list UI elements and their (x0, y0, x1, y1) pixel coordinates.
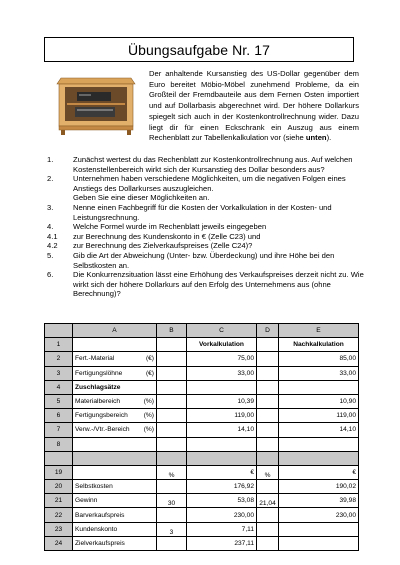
column-header: A (73, 324, 157, 338)
cell-e (279, 380, 359, 394)
cell-a-unit: (%) (143, 398, 154, 406)
cell-d (257, 536, 279, 550)
table-row (45, 352, 359, 366)
gap-cell (257, 451, 279, 465)
cell-c (187, 380, 257, 394)
column-header-row (45, 324, 359, 338)
gap-cell (73, 451, 157, 465)
cell-d (257, 394, 279, 408)
task-text: Unternehmen haben verschiedene Möglichkeiten, um die negativen Folgen eines Anstiegs des Dollarkurses auszugleichen. (73, 174, 346, 193)
gap-cell (45, 451, 73, 465)
cell-b (157, 522, 187, 536)
cell-e: 33,00 (279, 366, 359, 380)
cell-e: Nachkalkulation (279, 338, 359, 352)
cell-b (157, 437, 187, 451)
cell-e: 190,02 (279, 480, 359, 494)
task-number: 4.1 (47, 231, 58, 241)
cell-c: € (187, 465, 257, 479)
table-row (45, 465, 359, 479)
cell-e: 39,98 (279, 494, 359, 508)
task-item (47, 155, 367, 174)
gap-cell (187, 451, 257, 465)
task-number: 4. (47, 222, 54, 232)
cell-a (73, 352, 157, 366)
gap-cell (157, 451, 187, 465)
cell-a-unit: (%) (143, 412, 154, 420)
cell-a-label: Fert.-Material (75, 355, 115, 363)
corner-cabinet-image (55, 70, 137, 136)
row-number: 4 (45, 380, 73, 394)
task-text: Die Konkurrenzsituation lässt eine Erhöhung des Verkaufspreises derzeit nicht zu. Wie wirkt sich der höhere Dollarkurs auf den Erfolg des Unternehmens aus (ohne Berechnung)? (73, 270, 364, 299)
page-title (44, 37, 354, 62)
table-row (45, 437, 359, 451)
intro-bold: unten (305, 133, 327, 143)
spreadsheet-table (44, 323, 359, 551)
cell-c: Vorkalkulation (187, 338, 257, 352)
task-number (47, 193, 73, 203)
table-row (45, 480, 359, 494)
cell-d (257, 465, 279, 479)
cell-b (157, 409, 187, 423)
task-item (47, 174, 367, 193)
row-number: 8 (45, 437, 73, 451)
cell-c: 75,00 (187, 352, 257, 366)
cell-b-value: 30 (167, 500, 176, 508)
table-row (45, 409, 359, 423)
cell-a-label: Materialbereich (75, 398, 121, 406)
cell-d (257, 380, 279, 394)
cell-b (157, 338, 187, 352)
task-text: zur Berechnung des Kundenskonto in € (Zelle C23) und (73, 231, 261, 241)
cell-a: Zuschlagsätze (73, 380, 157, 394)
cell-a (73, 366, 157, 380)
cell-d (257, 508, 279, 522)
cell-b (157, 536, 187, 550)
task-number: 3. (47, 202, 54, 212)
task-list (47, 155, 367, 299)
cell-a (73, 437, 157, 451)
task-item (47, 270, 367, 299)
row-number: 21 (45, 494, 73, 508)
cell-a (73, 423, 157, 437)
task-text: Zunächst wertest du das Rechenblatt zur Kostenkontrollrechnung aus. Auf welchen Kostenstellenbereich wirkt sich der Kursanstieg des Dollar besonders aus? (73, 155, 353, 174)
cell-e: 119,00 (279, 409, 359, 423)
task-number: 2. (47, 174, 54, 184)
column-header: D (257, 324, 279, 338)
table-row (45, 508, 359, 522)
task-item (47, 241, 367, 251)
cell-d (257, 409, 279, 423)
cell-e (279, 437, 359, 451)
cell-a: Barverkaufspreis (73, 508, 157, 522)
cell-d (257, 480, 279, 494)
task-text: Geben Sie eine dieser Möglichkeiten an. (73, 193, 210, 203)
cell-c: 53,08 (187, 494, 257, 508)
row-number: 22 (45, 508, 73, 522)
column-header: C (187, 324, 257, 338)
table-row (45, 522, 359, 536)
cell-b (157, 480, 187, 494)
task-item (47, 222, 367, 232)
cell-d (257, 423, 279, 437)
cell-b-value: % (168, 471, 175, 479)
cell-e: 230,00 (279, 508, 359, 522)
column-header: E (279, 324, 359, 338)
cell-c: 176,92 (187, 480, 257, 494)
cell-b (157, 465, 187, 479)
row-number: 19 (45, 465, 73, 479)
cell-d-value: % (264, 471, 271, 479)
cell-a-unit: (€) (145, 369, 154, 377)
cell-d (257, 338, 279, 352)
intro-end: ). (326, 133, 332, 143)
title-text: Übungsaufgabe Nr. 17 (127, 41, 271, 58)
table-row (45, 394, 359, 408)
row-number: 6 (45, 409, 73, 423)
intro-text (149, 69, 359, 144)
row-number: 1 (45, 338, 73, 352)
cell-a-unit: (€) (145, 355, 154, 363)
cell-d (257, 522, 279, 536)
task-text: Welche Formel wurde im Rechenblatt jeweils eingegeben (73, 222, 267, 232)
cell-b-value: 3 (169, 528, 174, 536)
row-number: 5 (45, 394, 73, 408)
cell-a-label: Fertigungslöhne (75, 369, 123, 377)
cell-a-label: Verw.-/Vtr.-Bereich (75, 426, 130, 434)
cell-d (257, 366, 279, 380)
cell-a (73, 338, 157, 352)
cell-a-label: Fertigungsbereich (75, 412, 128, 420)
cell-d (257, 352, 279, 366)
cell-b (157, 423, 187, 437)
intro-body: Der anhaltende Kursanstieg des US-Dollar gegenüber dem Euro bereitet Möbio-Möbel zunehmend Probleme, da ein Großteil der Fremdbauteile aus dem Fernen Osten importiert und auf Dollarbasis abgerechnet wird. Der höhere Dollarkurs spiegelt sich auch in der Kostenkontrollrechnung wider. Dazu liegt dir für einen Eckschrank ein Auszug aus einem Rechenblatt zur Tabellenkalkulation vor (siehe (149, 69, 359, 143)
task-item (47, 193, 367, 203)
task-item (47, 203, 367, 222)
cell-b (157, 394, 187, 408)
column-header: B (157, 324, 187, 338)
table-row (45, 338, 359, 352)
task-item (47, 251, 367, 270)
table-row (45, 366, 359, 380)
row-number: 20 (45, 480, 73, 494)
cell-c: 33,00 (187, 366, 257, 380)
row-number: 23 (45, 522, 73, 536)
cell-e: 14,10 (279, 423, 359, 437)
task-text: zur Berechnung des Zielverkaufspreises (Zelle C24)? (73, 241, 253, 251)
cell-b (157, 494, 187, 508)
cell-c (187, 437, 257, 451)
row-number: 3 (45, 366, 73, 380)
cell-a (73, 465, 157, 479)
cell-c: 7,11 (187, 522, 257, 536)
cell-a: Kundenskonto (73, 522, 157, 536)
cell-d-value: 21,04 (259, 500, 276, 508)
task-text: Gib die Art der Abweichung (Unter- bzw. Überdeckung) und ihre Höhe bei den Selbstkosten an. (73, 250, 335, 270)
cell-a: Selbstkosten (73, 480, 157, 494)
task-number: 1. (47, 155, 54, 164)
task-number: 6. (47, 270, 54, 280)
table-row (45, 423, 359, 437)
cell-c: 119,00 (187, 409, 257, 423)
task-number: 5. (47, 250, 54, 260)
cell-d (257, 437, 279, 451)
task-item (47, 232, 367, 242)
task-number: 4.2 (47, 241, 58, 251)
row-number: 2 (45, 352, 73, 366)
cell-c: 237,11 (187, 536, 257, 550)
cell-e (279, 536, 359, 550)
table-row (45, 380, 359, 394)
gap-row (45, 451, 359, 465)
cell-a (73, 409, 157, 423)
cell-a-unit: (%) (143, 426, 154, 434)
cell-a: Gewinn (73, 494, 157, 508)
cell-b (157, 366, 187, 380)
table-row (45, 494, 359, 508)
cell-c: 10,39 (187, 394, 257, 408)
row-number: 24 (45, 536, 73, 550)
cell-c: 230,00 (187, 508, 257, 522)
table-row (45, 536, 359, 550)
cell-e: € (279, 465, 359, 479)
cell-e (279, 522, 359, 536)
cell-b (157, 508, 187, 522)
cell-c: 14,10 (187, 423, 257, 437)
cell-a: Zielverkaufspreis (73, 536, 157, 550)
cell-a (73, 394, 157, 408)
cell-e: 85,00 (279, 352, 359, 366)
cell-d (257, 494, 279, 508)
row-number: 7 (45, 423, 73, 437)
cell-e: 10,90 (279, 394, 359, 408)
gap-cell (279, 451, 359, 465)
task-text: Nenne einen Fachbegriff für die Kosten der Vorkalkulation in der Kosten- und Leistungsrechnung. (73, 202, 332, 222)
cell-b (157, 352, 187, 366)
cell-b (157, 380, 187, 394)
corner-cell (45, 324, 73, 338)
